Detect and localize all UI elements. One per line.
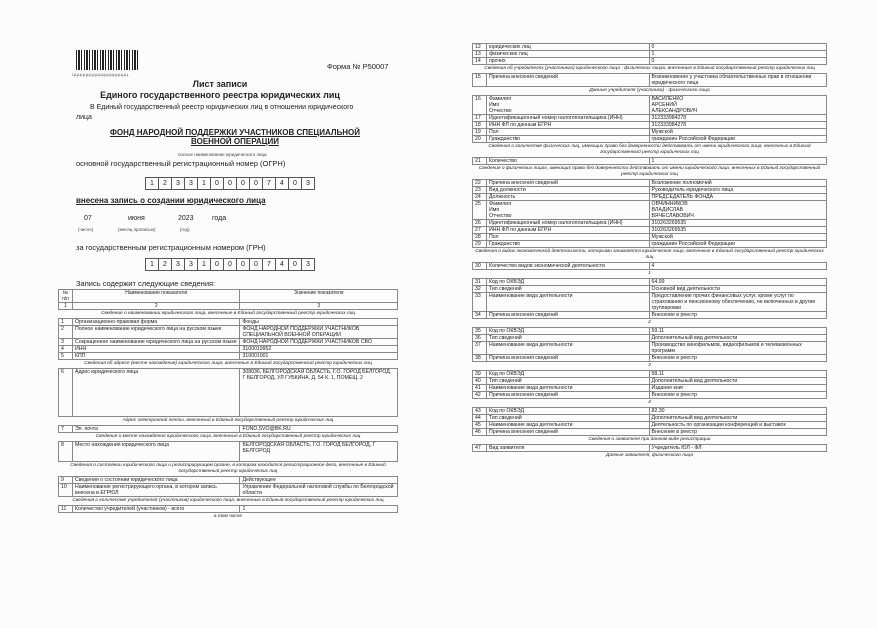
table-row: 14 прочих 0 — [473, 58, 827, 65]
section-heading: Сведения о количестве учредителей (участников) юридического лица, внесенные в Единый государственный реестр юридических лиц — [72, 498, 384, 503]
table-row: 41 Наименование вида деятельности Издание книг — [473, 385, 827, 392]
table-row: 5 КПП 310001001 — [59, 353, 398, 360]
table-row: 25 Фамилия Имя Отчество ОВЧИННИКОВ ВЛАДИСЛАВ ВЯЧЕСЛАВОВИЧ — [473, 201, 827, 220]
date-caption-year: (год) — [180, 227, 190, 232]
date-caption-day: (число) — [78, 227, 94, 232]
table-row: 19 Пол Мужской — [473, 129, 827, 136]
table-row: 42 Причина внесения сведений Внесение в реестр — [473, 392, 827, 399]
table-row: 1 Организационно-правовая форма Фонды — [59, 319, 398, 326]
table-row: 30 Количество видов экономической деятельности 4 — [473, 263, 827, 270]
form-label: Форма № Р50007 — [327, 62, 389, 71]
ogrn-digits: 1 2 3 3 1 0 0 0 0 7 4 0 3 — [145, 177, 315, 190]
section-heading: Сведения об адресе (месте нахождения) юридического лица, внесенные в Единый государственный реестр юридических лиц — [84, 361, 372, 366]
right-page — [440, 0, 877, 628]
title-line-1: Лист записи — [192, 79, 248, 89]
table-row: 16 Фамилия Имя Отчество ВАСИЛЕНКО АРСЕНИЙ АЛЕКСАНДРОВИЧ — [473, 96, 827, 115]
date-caption-month: (месяц прописью) — [118, 227, 156, 232]
table-row: 23 Вид должности Руководитель юридического лица — [473, 187, 827, 194]
table-row: 21 Количество 1 — [473, 158, 827, 165]
table-row: 27 ИНН ФЛ по данным ЕГРН 310263269535 — [473, 227, 827, 234]
table-row: 7 Эл. почта FOND.SVO@BK.RU — [59, 426, 398, 433]
org-caption: полное наименование юридического лица — [178, 152, 267, 157]
table-row: 46 Причина внесения сведений Внесение в реестр — [473, 429, 827, 436]
right-record-table — [472, 43, 827, 460]
table-row: 22 Причина внесения сведений Возложение полномочий — [473, 180, 827, 187]
date-year: 2023 — [178, 215, 194, 222]
table-row: 10 Наименование регистрирующего органа, в котором запись внесена в ЕГРЮЛ Управление Федеральной налоговой службы по Белгородской области — [59, 484, 398, 497]
table-row: 34 Причина внесения сведений Внесение в реестр — [473, 312, 827, 319]
table-row: 45 Наименование вида деятельности Деятельность по организации конференций и выставок — [473, 422, 827, 429]
table-row: 31 Код по ОКВЭД 64.99 — [473, 279, 827, 286]
table-row: 6 Адрес юридического лица 308036, БЕЛГОРОДСКАЯ ОБЛАСТЬ, Г.О. ГОРОД БЕЛГОРОД, Г БЕЛГОРОД, УЛ ГУБКИНА, Д. 54 К. 1, ПОМЕЩ. 2 — [59, 369, 398, 417]
group-number: 1 — [648, 271, 651, 276]
table-row: 26 Идентификационный номер налогоплательщика (ИНН) 310263269535 — [473, 220, 827, 227]
intro-line-1: В Единый государственный реестр юридических лиц в отношении юридического — [90, 104, 354, 111]
table-head-row: № п/п Наименование показателя Значение показателя — [59, 290, 398, 303]
group-number: 4 — [648, 400, 651, 405]
table-row: 24 Должность ПРЕДСЕДАТЕЛЬ ФОНДА — [473, 194, 827, 201]
table-row: 11 Количество учредителей (участников) - всего 1 — [59, 506, 398, 513]
group-number: 2 — [648, 320, 651, 325]
table-row: 39 Код по ОКВЭД 58.11 — [473, 371, 827, 378]
table-row: 9 Сведения о состоянии юридического лица Действующее — [59, 477, 398, 484]
table-row: 15 Причина внесения сведений Возникновение у участника обязательственных прав в отношении юридического лица — [473, 74, 827, 87]
table-row: 12 юридических лиц 0 — [473, 44, 827, 51]
section-heading: Сведения о видах экономической деятельности, которыми занимается юридическое лицо, внесенные в Единый государственный реестр юридических лиц — [475, 249, 824, 260]
table-row: 17 Идентификационный номер налогоплательщика (ИНН) 312333984278 — [473, 115, 827, 122]
table-row: 44 Тип сведений Дополнительный вид деятельности — [473, 415, 827, 422]
section-heading: Сведения о наименовании юридического лица, внесенные в Единый государственный реестр юридических лиц — [100, 311, 356, 316]
table-row: 37 Наименование вида деятельности Производство кинофильмов, видеофильмов и телевизионных программ — [473, 342, 827, 355]
table-row: 35 Код по ОКВЭД 59.11 — [473, 328, 827, 335]
section-heading: Адрес электронной почты, внесенный в Единый государственный реестр юридических лиц — [122, 418, 334, 423]
section-heading: Сведения о заявителе при данном виде регистрации — [588, 437, 711, 442]
intro-line-2: лица — [76, 114, 92, 121]
table-row: 28 Пол Мужской — [473, 234, 827, 241]
table-row: 38 Причина внесения сведений Внесение в реестр — [473, 355, 827, 362]
group-number: 3 — [648, 363, 651, 368]
table-footer-partial: в том числе — [214, 514, 242, 519]
table-row: 4 ИНН 3100019952 — [59, 346, 398, 353]
section-heading: Сведения о количестве физических лиц, имеющих право без доверенности действовать от имени юридического лица, внесенных в Единый государственный реестр юридических лиц — [488, 144, 811, 155]
contains-label: Запись содержит следующие сведения: — [76, 279, 216, 288]
table-row: 8 Место нахождения юридического лица БЕЛГОРОДСКАЯ ОБЛАСТЬ, Г.О. ГОРОД БЕЛГОРОД, Г БЕЛГОРОД — [59, 442, 398, 462]
table-row: 36 Тип сведений Дополнительный вид деятельности — [473, 335, 827, 342]
table-row: 18 ИНН ФЛ по данным ЕГРН 312333984278 — [473, 122, 827, 129]
barcode-image — [76, 50, 138, 70]
table-row: 13 физических лиц 1 — [473, 51, 827, 58]
barcode-number: ЦЦЦЦЦЦЦЦЦЦЦЦЦЦЦЦЦЦЦ — [72, 72, 129, 77]
table-row: 47 Вид заявителя Учредитель ЮЛ - ФЛ — [473, 445, 827, 452]
section-heading: Сведения о физических лицах, имеющих право без доверенности действовать от имени юридического лица, внесенных в Единый государственный реестр юридических лиц — [478, 166, 821, 177]
section-heading: Сведения о месте нахождения юридического лица, внесенные в Единый государственный реестр юридических лиц — [95, 434, 361, 439]
table-row: 29 Гражданство гражданин Российской Федерации — [473, 241, 827, 248]
table-row: 40 Тип сведений Дополнительный вид деятельности — [473, 378, 827, 385]
table-head-nums-row: 1 2 3 — [59, 303, 398, 310]
table-row: 3 Сокращенное наименование юридического лица на русском языке ФОНД НАРОДНОЙ ПОДДЕРЖКИ УЧАСТНИКОВ СВО — [59, 339, 398, 346]
date-year-suffix: года — [212, 215, 227, 222]
section-heading: Сведения о состоянии юридического лица и регистрирующем органе, в котором находится регистрационное дело, внесенные в Единый государственный реестр юридических лиц — [70, 463, 386, 474]
date-day: 07 — [84, 215, 92, 222]
table-row: 33 Наименование вида деятельности Предоставление прочих финансовых услуг, кроме услуг по страхованию и пенсионному обеспечению, не включенных в другие группировки — [473, 293, 827, 312]
org-name: ФОНД НАРОДНОЙ ПОДДЕРЖКИ УЧАСТНИКОВ СПЕЦИАЛЬНОЙ ВОЕННОЙ ОПЕРАЦИИ — [110, 128, 360, 146]
section-heading: Сведения об учредителях (участниках) юридического лица - физических лицах, внесенные в Единый государственный реестр юридических лиц — [484, 66, 815, 71]
date-month: июня — [128, 215, 145, 222]
grn-label: за государственным регистрационным номером (ГРН) — [76, 243, 266, 252]
grn-digits: 1 2 3 3 1 0 0 0 0 7 4 0 3 — [145, 258, 315, 271]
entry-made-heading: внесена запись о создании юридического лица — [76, 196, 266, 205]
table-row: 43 Код по ОКВЭД 82.30 — [473, 408, 827, 415]
ogrn-label: основной государственный регистрационный номер (ОГРН) — [76, 159, 286, 168]
left-record-table — [58, 289, 398, 521]
table-row: 2 Полное наименование юридического лица на русском языке ФОНД НАРОДНОЙ ПОДДЕРЖКИ УЧАСТНИКОВ СПЕЦИАЛЬНОЙ ВОЕННОЙ ОПЕРАЦИИ — [59, 326, 398, 339]
section-subheading: Данные учредителя (участника) - физического лица — [589, 88, 710, 93]
section-subheading: Данные заявителя, физического лица — [605, 453, 694, 458]
table-row: 20 Гражданство гражданин Российской Федерации — [473, 136, 827, 143]
table-row: 32 Тип сведений Основной вид деятельности — [473, 286, 827, 293]
title-line-2: Единого государственного реестра юридических лиц — [100, 90, 340, 100]
